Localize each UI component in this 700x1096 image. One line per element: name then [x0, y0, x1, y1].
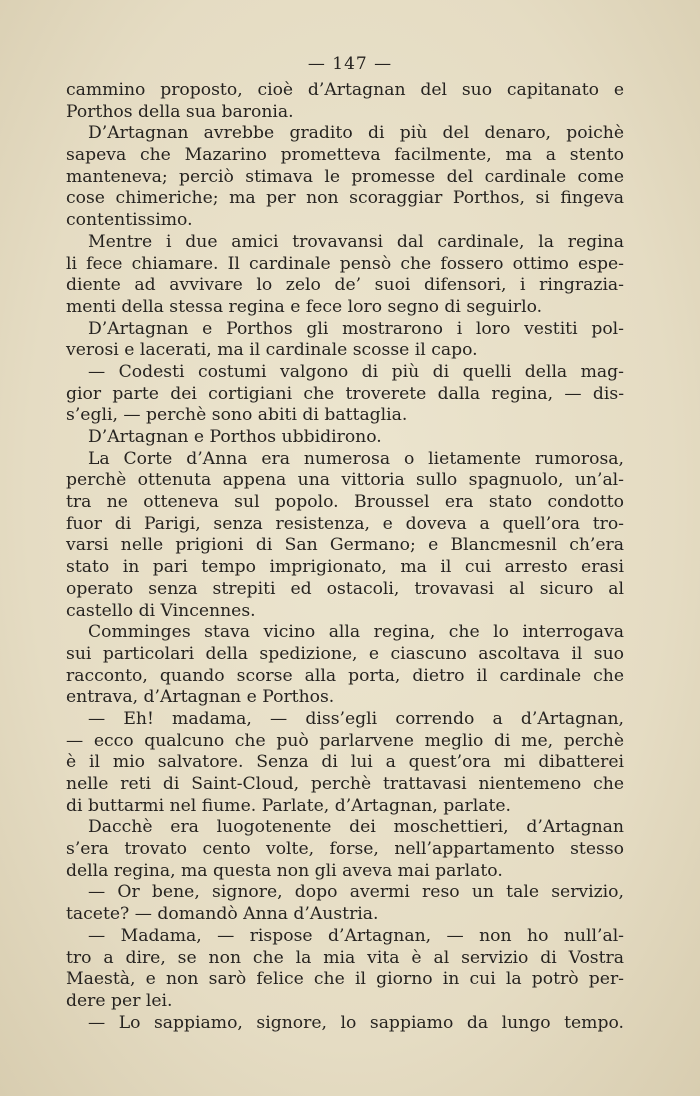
text-line: verosi e lacerati, ma il cardinale scosse il capo.: [66, 340, 478, 361]
text-line: dere per lei.: [66, 990, 173, 1011]
text-line: D’Artagnan avrebbe gradito di più del denaro, poichè: [88, 123, 624, 144]
text-line: manteneva; perciò stimava le promesse del cardinale come: [66, 166, 624, 187]
text-line: cammino proposto, cioè d’Artagnan del suo capitanato e: [66, 80, 624, 100]
text-line: s’era trovato cento volte, forse, nell’appartamento stesso: [66, 839, 624, 860]
text-line: cose chimeriche; ma per non scoraggiar Porthos, si fingeva: [66, 188, 624, 209]
text-line: della regina, ma questa non gli aveva mai parlato.: [66, 860, 503, 881]
text-line: contentissimo.: [66, 210, 193, 231]
text-line: varsi nelle prigioni di San Germano; e Blancmesnil ch’era: [66, 535, 624, 556]
text-line: li fece chiamare. Il cardinale pensò che fossero ottimo espe-: [66, 253, 624, 274]
text-line: fuor di Parigi, senza resistenza, e doveva a quell’ora tro-: [66, 513, 624, 534]
text-line: Mentre i due amici trovavansi dal cardinale, la regina: [88, 231, 624, 252]
text-line: Maestà, e non sarò felice che il giorno in cui la potrò per-: [66, 969, 624, 990]
page-text: [66, 80, 624, 1034]
text-line: — Lo sappiamo, signore, lo sappiamo da lungo tempo.: [88, 1012, 624, 1033]
text-line: — Codesti costumi valgono di più di quelli della mag-: [88, 361, 624, 382]
text-line: gior parte dei cortigiani che troverete dalla regina, — dis-: [66, 383, 624, 404]
text-line: — Eh! madama, — diss’egli correndo a d’Artagnan,: [88, 708, 624, 729]
text-line: perchè ottenuta appena una vittoria sullo spagnuolo, un’al-: [66, 470, 624, 491]
text-line: sapeva che Mazarino prometteva facilmente, ma a stento: [66, 145, 624, 166]
text-line: tro a dire, se non che la mia vita è al servizio di Vostra: [66, 947, 624, 968]
text-line: tacete? — domandò Anna d’Austria.: [66, 904, 379, 925]
text-line: D’Artagnan e Porthos gli mostrarono i loro vestiti pol-: [88, 318, 624, 339]
text-line: entrava, d’Artagnan e Porthos.: [66, 687, 335, 708]
text-line: stato in pari tempo imprigionato, ma il cui arresto erasi: [66, 557, 624, 578]
text-line: Comminges stava vicino alla regina, che lo interrogava: [88, 622, 624, 643]
text-line: castello di Vincennes.: [66, 600, 256, 621]
text-line: operato senza strepiti ed ostacoli, trovavasi al sicuro al: [66, 578, 624, 599]
text-line: Dacchè era luogotenente dei moschettieri, d’Artagnan: [88, 817, 624, 838]
text-line: è il mio salvatore. Senza di lui a quest’ora mi dibatterei: [66, 752, 624, 773]
text-line: diente ad avvivare lo zelo de’ suoi difensori, i ringrazia-: [66, 275, 624, 296]
text-line: — Or bene, signore, dopo avermi reso un tale servizio,: [88, 882, 624, 903]
text-line: Porthos della sua baronia.: [66, 101, 294, 122]
text-line: sui particolari della spedizione, e ciascuno ascoltava il suo: [66, 643, 624, 664]
text-line: tra ne otteneva sul popolo. Broussel era stato condotto: [66, 492, 624, 513]
text-line: La Corte d’Anna era numerosa o lietamente rumorosa,: [88, 448, 624, 469]
text-line: — Madama, — rispose d’Artagnan, — non ho null’al-: [88, 925, 624, 946]
text-line: racconto, quando scorse alla porta, dietro il cardinale che: [66, 665, 624, 686]
text-line: menti della stessa regina e fece loro segno di seguirlo.: [66, 296, 543, 317]
page-number: — 147 —: [307, 54, 393, 74]
text-line: s’egli, — perchè sono abiti di battaglia.: [66, 405, 408, 426]
text-line: — ecco qualcuno che può parlarvene meglio di me, perchè: [66, 730, 624, 751]
text-line: nelle reti di Saint-Cloud, perchè trattavasi nientemeno che: [66, 774, 624, 794]
text-line: di buttarmi nel fiume. Parlate, d’Artagnan, parlate.: [66, 795, 512, 816]
text-line: D’Artagnan e Porthos ubbidirono.: [88, 427, 382, 447]
